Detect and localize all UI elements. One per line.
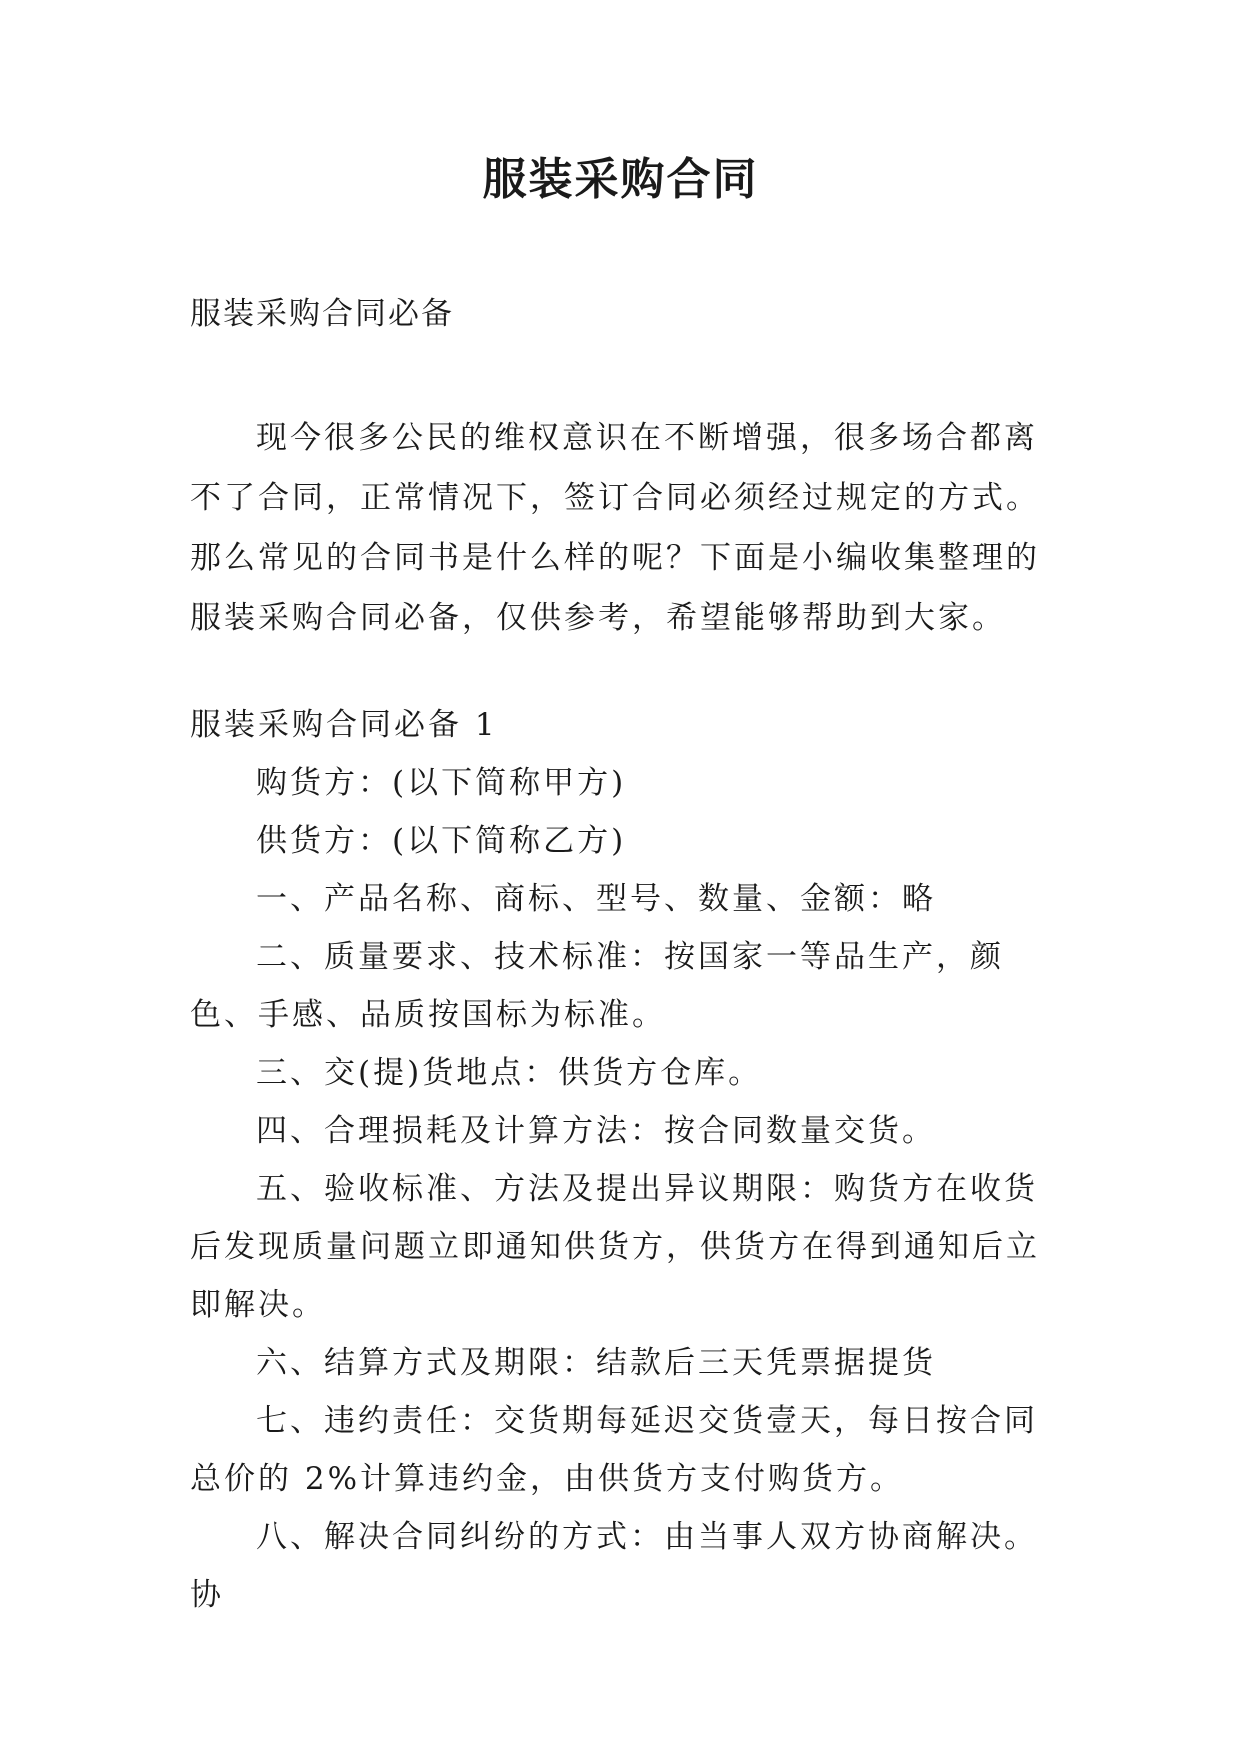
clause-3: 三、交(提)货地点：供货方仓库。 xyxy=(256,1055,763,1091)
clause-4: 四、合理损耗及计算方法：按合同数量交货。 xyxy=(256,1113,936,1149)
intro-paragraph: 现今很多公民的维权意识在不断增强，很多场合都离不了合同，正常情况下，签订合同必须经过规定的方式。那么常见的合同书是什么样的呢？下面是小编收集整理的服装采购合同必备，仅供参考，希望能够帮助到大家。 xyxy=(190,420,1040,636)
document-subtitle: 服装采购合同必备 xyxy=(190,296,454,332)
buyer-line: 购货方：(以下简称甲方) xyxy=(256,765,627,801)
supplier-line: 供货方：(以下简称乙方) xyxy=(256,823,627,859)
section-heading: 服装采购合同必备 1 xyxy=(190,707,498,743)
clause-1: 一、产品名称、商标、型号、数量、金额：略 xyxy=(256,881,936,917)
contract-section xyxy=(190,696,1060,1624)
clause-7: 七、违约责任：交货期每延迟交货壹天，每日按合同总价的 2%计算违约金，由供货方支付购货方。 xyxy=(190,1403,1038,1497)
document-title: 服装采购合同 xyxy=(482,154,759,205)
clause-2: 二、质量要求、技术标准：按国家一等品生产，颜色、手感、品质按国标为标准。 xyxy=(190,939,1004,1033)
clause-8: 八、解决合同纠纷的方式：由当事人双方协商解决。协 xyxy=(190,1519,1038,1613)
clause-6: 六、结算方式及期限：结款后三天凭票据提货 xyxy=(256,1345,936,1381)
clause-5: 五、验收标准、方法及提出异议期限：购货方在收货后发现质量问题立即通知供货方，供货方在得到通知后立即解决。 xyxy=(190,1171,1040,1323)
